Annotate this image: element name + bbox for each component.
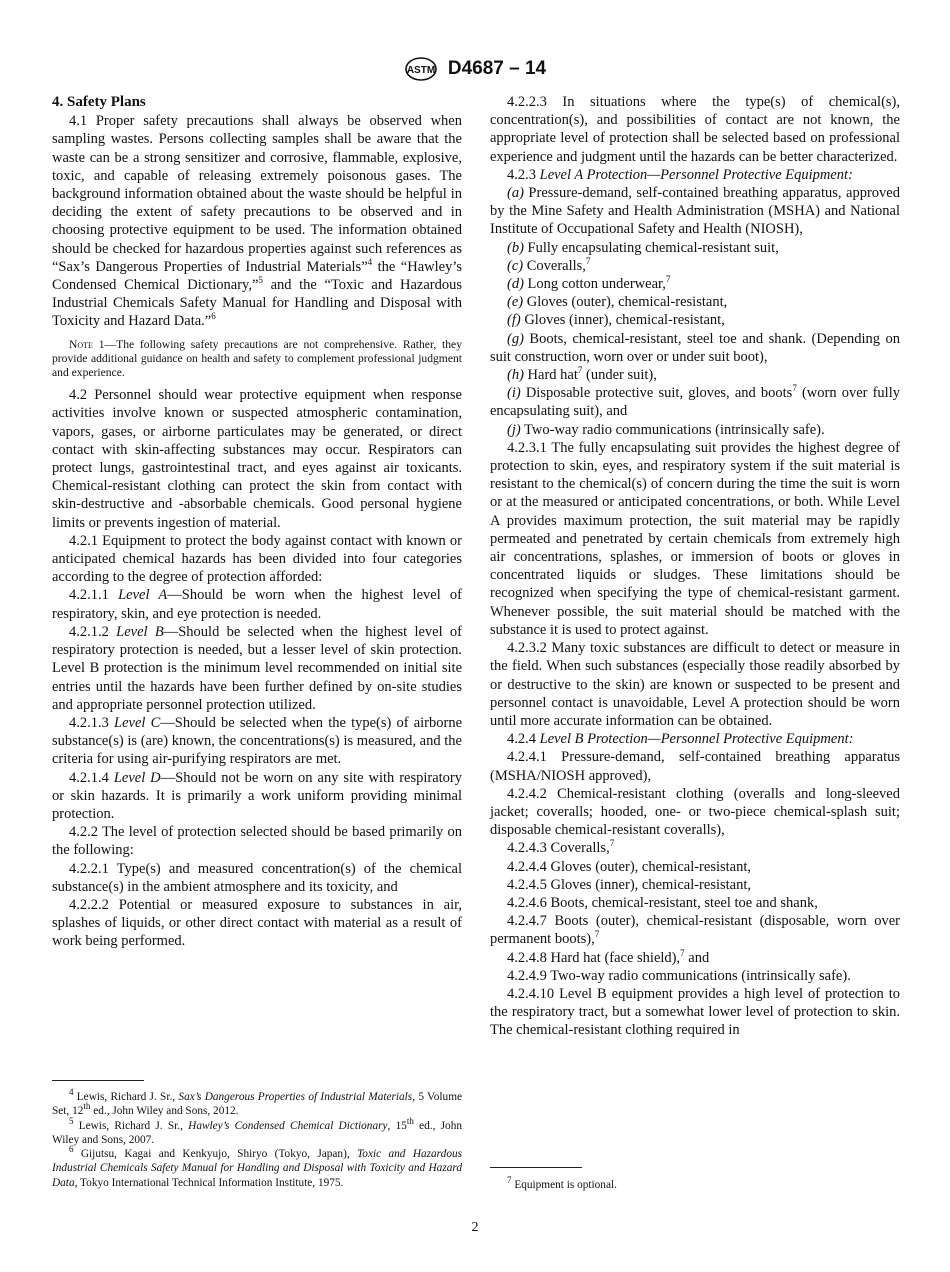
paragraph <box>490 858 900 876</box>
italic-text: (b) <box>507 239 524 256</box>
superscript: 7 <box>594 929 600 940</box>
paragraph <box>490 275 900 293</box>
paragraph <box>52 623 462 714</box>
superscript: th <box>406 1115 414 1126</box>
text-run: 4.2.1.2 <box>69 623 117 640</box>
footnote <box>52 1144 463 1190</box>
italic-text: Toxic and Hazardous Industrial Chemicals Safety Manual for Handling and Disposal with Toxicity and Hazard Data <box>52 1148 463 1189</box>
text-run: 4.2.1 Equipment to protect the body against contact with known or anticipated chemical hazards has been divided into four categories according to the degree of protection afforded: <box>52 532 462 586</box>
text-run: 4.2.4.2 Chemical-resistant clothing (overalls and long-sleeved jacket; coveralls; hooded, one- or two-piece chemical-splash suit; disposable chemical-resistant coveralls), <box>490 785 900 839</box>
right-column <box>490 93 900 1040</box>
paragraph <box>490 894 900 912</box>
footnote <box>52 1115 463 1148</box>
italic-text: Sax’s Dangerous Properties of Industrial Materials <box>178 1091 413 1103</box>
astm-logo-icon <box>404 56 438 82</box>
superscript: 4 <box>367 257 373 267</box>
italic-text: (e) <box>507 294 524 311</box>
text-run: Two-way radio communications (intrinsically safe). <box>520 421 825 438</box>
italic-text: Level A Protection—Personnel Protective Equipment: <box>539 166 853 183</box>
paragraph <box>490 912 900 948</box>
text-run: , 15 <box>387 1119 407 1132</box>
page-number: 2 <box>471 1220 479 1235</box>
italic-text: (c) <box>507 257 524 274</box>
italic-text: (i) <box>507 385 521 402</box>
text-run: Lewis, Richard J. Sr., <box>73 1119 189 1132</box>
paragraph <box>52 896 462 951</box>
paragraph <box>490 639 900 730</box>
text-run: —The following safety precautions are not comprehensive. Rather, they provide additional guidance on health and safety to complement professional judgment and experience. <box>52 337 462 380</box>
text-run: 4.2.4.4 Gloves (outer), chemical-resistant, <box>507 858 752 875</box>
section-heading <box>52 93 462 111</box>
text-run: Gijutsu, Kagai and Kenkyujo, Shiryo (Tokyo, Japan), <box>73 1148 358 1161</box>
text-run: 4.2.2.2 Potential or measured exposure to substances in air, splashes of liquids, or other direct contact with material as a result of work being performed. <box>52 896 462 950</box>
text-run: Hard hat <box>523 367 578 384</box>
paragraph <box>490 730 900 748</box>
superscript: 7 <box>609 838 615 849</box>
text-run: 4.2.2.3 In situations where the type(s) of chemical(s), concentration(s), and possibilities of contact are not known, the appropriate level of protection shall be selected based on professional experience and judgment until the hazards can be better characterized. <box>490 94 900 165</box>
footnote-rule <box>490 1167 582 1168</box>
paragraph <box>490 967 900 985</box>
italic-text: (h) <box>507 367 524 384</box>
superscript: 7 <box>507 1175 512 1186</box>
paragraph <box>52 112 462 330</box>
text-run: —Should be selected when the highest level of respiratory protection is needed, but a lesser level of skin protection. Level B protection is the minimum level recommended on initial site entries until the hazards have been further defined by on-site studies and appropriate personnel protection utilized. <box>52 623 463 713</box>
paragraph <box>490 439 900 639</box>
text-run: and <box>684 949 710 966</box>
superscript: 7 <box>585 256 591 266</box>
text-run: Coveralls, <box>523 257 586 274</box>
footnote <box>490 1175 900 1192</box>
superscript: 4 <box>69 1087 74 1098</box>
paragraph <box>490 748 900 784</box>
svg-text:ASTM: ASTM <box>406 65 436 76</box>
paragraph <box>490 311 900 329</box>
text-run: 4. Safety Plans <box>52 94 146 110</box>
footnotes-left <box>52 1087 463 1190</box>
paragraph <box>52 860 462 896</box>
italic-text: (d) <box>507 276 524 293</box>
text-run: 4.2.1.1 <box>69 587 119 604</box>
paragraph <box>490 421 900 439</box>
text-run: 4.2.4.7 Boots (outer), chemical-resistant (disposable, worn over permanent boots), <box>490 913 900 948</box>
paragraph <box>490 293 900 311</box>
paragraph <box>52 769 462 824</box>
text-run: —Should not be worn on any site with respiratory or skin hazards. It is primarily a work uniform providing minimal protection. <box>52 769 463 822</box>
italic-text: Level A <box>118 587 168 604</box>
text-run: —Should be selected when the type(s) of airborne substance(s) is (are) known, the concentrations(s) is measured, and the criteria for using air-purifying respirators are met. <box>52 714 463 768</box>
paragraph <box>490 366 900 384</box>
text-run: 4.2.2 The level of protection selected should be based primarily on the following: <box>52 824 462 859</box>
paragraph <box>490 839 900 857</box>
paragraph <box>490 785 900 840</box>
paragraph <box>52 386 462 532</box>
paragraph <box>490 949 900 967</box>
text-run: 4.2.2.1 Type(s) and measured concentration(s) of the chemical substance(s) in the ambient atmosphere and its toxicity, and <box>52 860 462 895</box>
text-run: 4.2.3 <box>507 166 540 183</box>
text-run: 4.2.4.8 Hard hat (face shield), <box>507 949 681 966</box>
paragraph <box>52 823 462 859</box>
text-run: Fully encapsulating chemical-resistant suit, <box>523 239 779 256</box>
text-run: (under suit), <box>582 367 657 384</box>
superscript: 7 <box>577 365 583 376</box>
superscript: 7 <box>680 947 685 958</box>
text-run: , 5 Volume Set, 12 <box>52 1091 462 1118</box>
superscript: 6 <box>69 1144 74 1155</box>
text-run: Long cotton underwear, <box>523 276 666 293</box>
text-run: Gloves (outer), chemical-resistant, <box>523 294 728 311</box>
superscript: 6 <box>211 311 216 322</box>
left-column <box>52 93 462 951</box>
italic-text: Level D <box>113 769 161 786</box>
italic-text: Hawley’s Condensed Chemical Dictionary <box>188 1119 388 1132</box>
text-run: —Should be worn when the highest level of respiratory, skin, and eye protection is needed. <box>52 587 463 622</box>
text-run: Boots, chemical-resistant, steel toe and shank. (Depending on suit construction, worn over or under suit boot), <box>490 330 900 365</box>
text-run: (worn over fully encapsulating suit), and <box>490 385 900 420</box>
text-run: Lewis, Richard J. Sr., <box>73 1091 179 1103</box>
superscript: 7 <box>792 383 797 394</box>
paragraph <box>490 985 900 1040</box>
italic-text: Level C <box>114 714 161 731</box>
note-paragraph <box>52 338 462 381</box>
paragraph <box>490 384 900 420</box>
paragraph <box>490 876 900 894</box>
footnote-rule <box>52 1080 144 1081</box>
document-designation: D4687 – 14 <box>447 58 547 79</box>
text-run: Note 1 <box>69 337 105 351</box>
italic-text: (j) <box>507 421 521 438</box>
text-run: ed., John Wiley and Sons, 2012. <box>90 1105 239 1118</box>
text-run: 4.2.4.10 Level B equipment provides a high level of protection to the respiratory tract, but a somewhat lower level of protection to skin. The chemical-resistant clothing required in <box>490 985 900 1039</box>
italic-text: (f) <box>507 312 521 329</box>
italic-text: (a) <box>507 185 524 202</box>
text-run: 4.2.1.3 <box>69 714 115 731</box>
text-run: 4.2.1.4 <box>69 769 114 786</box>
paragraph <box>490 166 900 184</box>
text-run: 4.2.4.6 Boots, chemical-resistant, steel toe and shank, <box>507 894 818 911</box>
italic-text: (g) <box>507 330 524 347</box>
text-run: 4.2.3.1 The fully encapsulating suit provides the highest degree of protection to skin, eyes, and respiratory system if the suit material is resistant to the chemical(s) of concern during the time the suit is worn or at the measured or anticipated concentrations, or both. While Level A provides maximum protection, the suit material may be rapidly permeated and penetrated by certain chemicals from extremely high air concentrations, splashes, or immersion of boots or gloves in concentrated liquids or sludges. These limitations should be recognized when specifying the type of chemical-resistant garment. Whenever possible, the suit material should be matched with the substance it is used to protect against. <box>490 439 900 638</box>
paragraph <box>52 532 462 587</box>
text-run: Gloves (inner), chemical-resistant, <box>520 312 725 329</box>
text-run: the “Hawley’s Condensed Chemical Dictionary,” <box>52 258 462 294</box>
superscript: 5 <box>258 275 263 286</box>
text-run: Disposable protective suit, gloves, and boots <box>520 385 793 402</box>
paragraph <box>52 714 462 769</box>
text-run: 4.2.3.2 Many toxic substances are difficult to detect or measure in the field. When such substances (especially those readily absorbed by or destructive to the skin) are known or suspected to be present and personnel contact is unavoidable, Level A protection should be worn until more accurate information can be obtained. <box>490 640 900 729</box>
paragraph <box>490 239 900 257</box>
paragraph <box>52 586 462 622</box>
page-header <box>0 56 950 82</box>
text-run: and the “Toxic and Hazardous Industrial Chemicals Safety Manual for Handling and Disposal with Toxicity and Hazard Data.” <box>52 277 462 330</box>
italic-text: Level B Protection—Personnel Protective Equipment: <box>539 731 854 748</box>
text-run: 4.2.4.1 Pressure-demand, self-contained breathing apparatus (MSHA/NIOSH approved), <box>490 749 900 784</box>
footnotes-right <box>490 1175 900 1192</box>
text-run: 4.2.4.9 Two-way radio communications (intrinsically safe). <box>507 967 851 984</box>
text-run: Equipment is optional. <box>511 1179 617 1191</box>
superscript: th <box>83 1101 91 1112</box>
text-run: Pressure-demand, self-contained breathing apparatus, approved by the Mine Safety and Health Administration (MSHA) and National Institute of Occupational Safety and Health (NIOSH), <box>490 185 900 238</box>
text-run: 4.2 Personnel should wear protective equipment when response activities involve known or suspected atmospheric contamination, vapors, gases, or airborne particulates may be generated, or direct contact with skin-affecting substances may occur. Respirators can protect lungs, gastrointestinal tract, and eyes against air toxicants. Chemical-resistant clothing can protect the skin from contact with skin-destructive and -absorbable chemicals. Good personal hygiene limits or prevents ingestion of material. <box>52 387 462 531</box>
text-run: ed., John Wiley and Sons, 2007. <box>52 1119 463 1146</box>
superscript: 7 <box>665 274 671 285</box>
paragraph <box>490 257 900 275</box>
paragraph <box>490 330 900 366</box>
paragraph <box>490 93 900 166</box>
italic-text: Level B <box>116 623 164 640</box>
text-run: 4.2.4.3 Coveralls, <box>507 840 610 857</box>
text-run: 4.2.4 <box>507 731 540 748</box>
footnote <box>52 1087 462 1119</box>
text-run: , Tokyo International Technical Information Institute, 1975. <box>74 1176 344 1189</box>
superscript: 5 <box>69 1115 74 1126</box>
paragraph <box>490 184 900 239</box>
text-run: 4.1 Proper safety precautions shall always be observed when sampling wastes. Persons collecting samples shall be aware that the waste can be a strong sensitizer and corrosive, flammable, explosive, toxic, and capable of releasing extremely poisonous gases. The background information obtained about the waste should be helpful in deciding the extent of safety precautions to be observed and in choosing protective equipment to be used. The information obtained should be checked for hazardous properties against such references as “Sax’s Dangerous Properties of Industrial Materials” <box>52 113 462 275</box>
text-run: 4.2.4.5 Gloves (inner), chemical-resistant, <box>507 876 752 893</box>
